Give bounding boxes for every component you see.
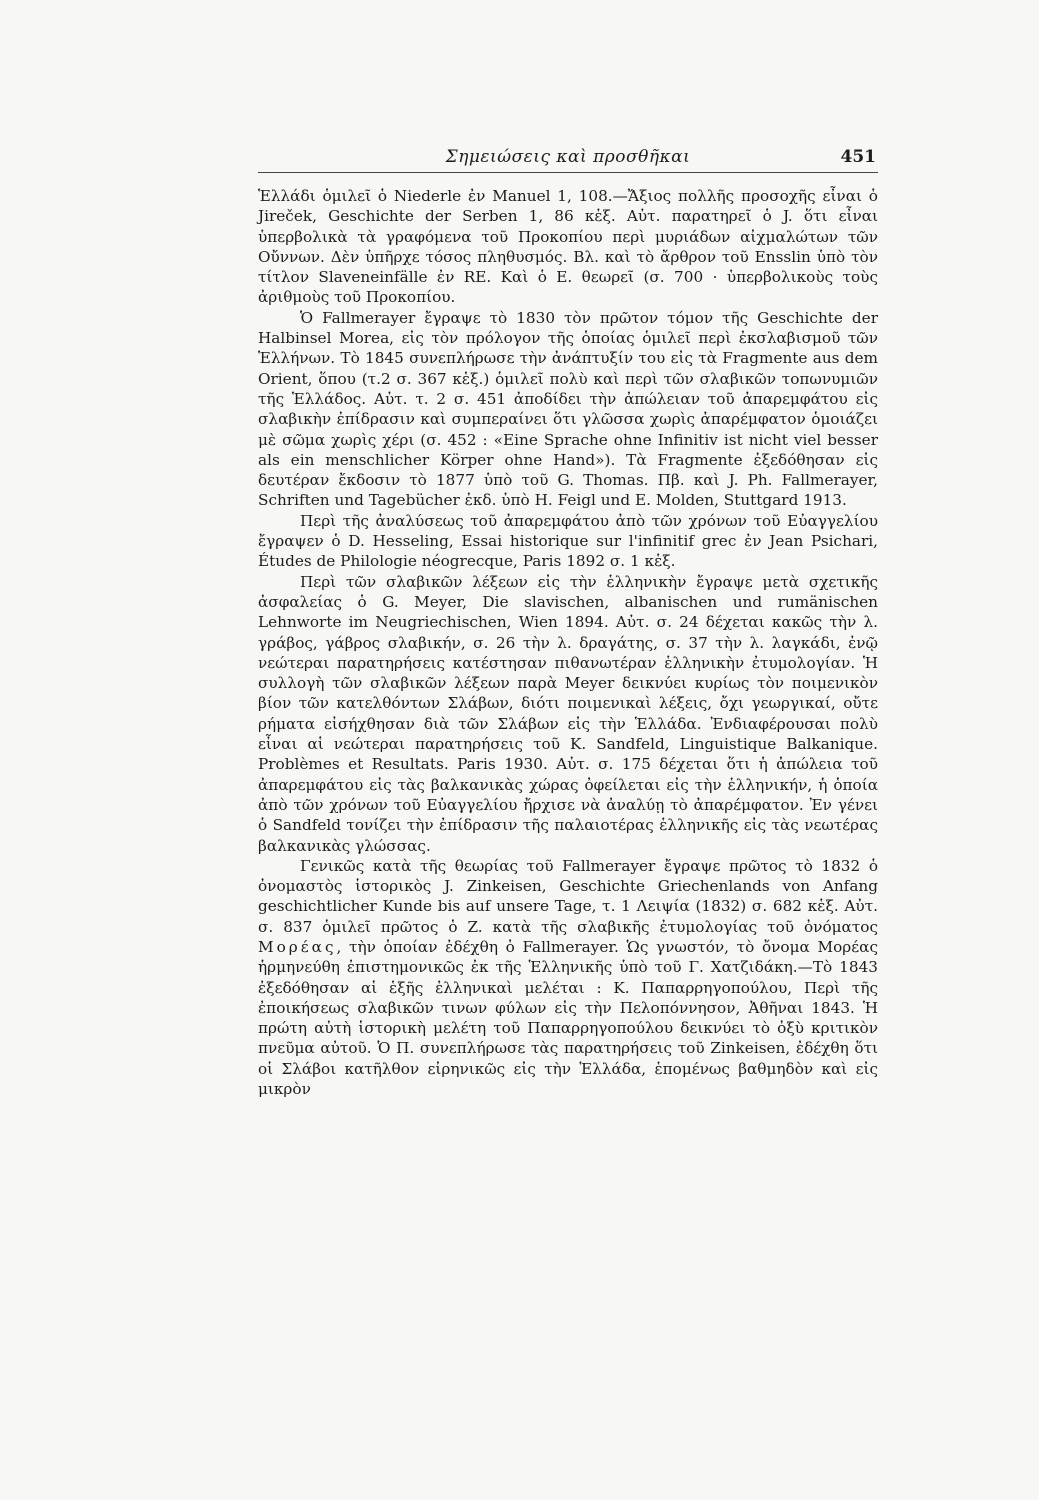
paragraph-zinkeisen-start: Γενικῶς κατὰ τῆς θεωρίας τοῦ Fallmerayer ἔγραψε πρῶτος τὸ 1832 ὁ ὀνομαστὸς ἱστορικὸς J. Zinkeisen, Geschichte Griechenlands von Anfang geschichtlicher Kunde bis auf unsere Tage, τ. 1 Λειψία (1832) σ. 682 κἑξ. Αὐτ. σ. 837 ὁμιλεῖ πρῶτος ὁ Z. κατὰ τῆς σλαβικῆς ἐτυμολογίας τοῦ ὀνόματος (258, 856, 878, 936)
paragraph-zinkeisen (258, 856, 878, 1100)
running-title: Σημειώσεις καὶ προσθῆκαι (445, 147, 691, 167)
main-text (258, 186, 878, 1099)
paragraph-fallmerayer: Ὁ Fallmerayer ἔγραψε τὸ 1830 τὸν πρῶτον τόμον τῆς Geschichte der Halbinsel Morea, εἰς τὸν πρόλογον τῆς ὁποίας ὁμιλεῖ περὶ ἐκσλαβισμοῦ τῶν Ἑλλήνων. Τὸ 1845 συνεπλήρωσε τὴν ἀνάπτυξίν του εἰς τὰ Fragmente aus dem Orient, ὅπου (τ.2 σ. 367 κἑξ.) ὁμιλεῖ πολὺ καὶ περὶ τῶν σλαβικῶν τοπωνυμιῶν τῆς Ἑλλάδος. Αὐτ. τ. 2 σ. 451 ἀποδίδει τὴν ἀπώλειαν τοῦ ἀπαρεμφάτου εἰς σλαβικὴν ἐπίδρασιν καὶ συμπεραίνει ὅτι γλῶσσα χωρὶς ἀπαρέμφατον ὁμοιάζει μὲ σῶμα χωρὶς χέρι (σ. 452 : «Eine Sprache ohne Infinitiv ist nicht viel besser als ein menschlicher Körper ohne Hand»). Τὰ Fragmente ἐξεδόθησαν εἰς δευτέραν ἔκδοσιν τὸ 1877 ὑπὸ τοῦ G. Thomas. Πβ. καὶ J. Ph. Fallmerayer, Schriften und Tagebücher ἐκδ. ὑπὸ H. Feigl und E. Molden, Stuttgard 1913. (258, 308, 878, 510)
paragraph-continuation: Ἑλλάδι ὁμιλεῖ ὁ Niederle ἐν Manuel 1, 108.—Ἄξιος πολλῆς προσοχῆς εἶναι ὁ Jireček, Geschichte der Serben 1, 86 κἑξ. Αὐτ. παρατηρεῖ ὁ J. ὅτι εἶναι ὑπερβολικὰ τὰ γραφόμενα τοῦ Προκοπίου περὶ μυριάδων αἰχμαλώτων τῶν Οὔννων. Δὲν ὑπῆρχε τόσος πληθυσμός. Βλ. καὶ τὸ ἄρθρον τοῦ Ensslin ὑπὸ τὸν τίτλον Slaveneinfälle ἐν RE. Καὶ ὁ Ε. θεωρεῖ (σ. 700 · ὑπερβολικοὺς τοὺς ἀριθμοὺς τοῦ Προκοπίου. (258, 187, 878, 307)
spaced-word-moreas: Μορέας (258, 937, 337, 956)
page-header (258, 139, 878, 171)
paragraph-zinkeisen-end: , τὴν ὁποίαν ἐδέχθη ὁ Fallmerayer. Ὡς γνωστόν, τὸ ὄνομα Μορέας ἡρμηνεύθη ἐπιστημονικῶς ἐκ τῆς Ἑλληνικῆς ὑπὸ τοῦ Γ. Χατζιδάκη.—Τὸ 1843 ἐξεδόθησαν αἱ ἑξῆς ἑλληνικαὶ μελέται : K. Παπαρρηγοπούλου, Περὶ τῆς ἐποικήσεως σλαβικῶν τινων φύλων εἰς τὴν Πελοπόννησον, Ἀθῆναι 1843. Ἡ πρώτη αὐτὴ ἱστορικὴ μελέτη τοῦ Παπαρρηγοπούλου δεικνύει τὸ ὀξὺ κριτικὸν πνεῦμα αὐτοῦ. Ὁ Π. συνεπλήρωσε τὰς παρατηρήσεις τοῦ Zinkeisen, ἐδέχθη ὅτι οἱ Σλάβοι κατῆλθον εἰρηνικῶς εἰς τὴν Ἑλλάδα, ἑπομένως βαθμηδὸν καὶ εἰς μικρὸν (258, 937, 878, 1099)
paragraph-slavic-words: Περὶ τῶν σλαβικῶν λέξεων εἰς τὴν ἑλληνικὴν ἔγραψε μετὰ σχετικῆς ἀσφαλείας ὁ G. Meyer, Die slavischen, albanischen und rumänischen Lehnworte im Neugriechischen, Wien 1894. Αὐτ. σ. 24 δέχεται κακῶς τὴν λ. γράβος, γάβρος σλαβικήν, σ. 26 τὴν λ. δραγάτης, σ. 37 τὴν λ. λαγκάδι, ἐνῷ νεώτεραι παρατηρήσεις κατέστησαν πιθανωτέραν ἑλληνικὴν ἐτυμολογίαν. Ἡ συλλογὴ τῶν σλαβικῶν λέξεων παρὰ Meyer δεικνύει κυρίως τὸν ποιμενικὸν βίον τῶν κατελθόντων Σλάβων, διότι ποιμενικαὶ λέξεις, ὄχι γεωργικαί, οὔτε ρήματα εἰσήχθησαν διὰ τῶν Σλάβων εἰς τὴν Ἑλλάδα. Ἐνδιαφέρουσαι πολὺ εἶναι αἱ νεώτεραι παρατηρήσεις τοῦ K. Sandfeld, Linguistique Balkanique. Problèmes et Resultats. Paris 1930. Αὐτ. σ. 175 δέχεται ὅτι ἡ ἀπώλεια τοῦ ἀπαρεμφάτου εἰς τὰς βαλκανικὰς χώρας ὀφείλεται εἰς τὴν ἑλληνικήν, ἡ ὁποία ἀπὸ τῶν χρόνων τοῦ Εὐαγγελίου ἤρχισε νὰ ἀναλύῃ τὸ ἀπαρέμφατον. Ἐν γένει ὁ Sandfeld τονίζει τὴν ἐπίδρασιν τῆς παλαιοτέρας ἑλληνικῆς εἰς τὰς νεωτέρας βαλκανικὰς γλώσσας. (258, 572, 878, 855)
header-rule (258, 172, 878, 173)
paragraph-hesseling: Περὶ τῆς ἀναλύσεως τοῦ ἀπαρεμφάτου ἀπὸ τῶν χρόνων τοῦ Εὐαγγελίου ἔγραψεν ὁ D. Hesseling, Essai historique sur l'infinitif grec ἐν Jean Psichari, Études de Philologie néogrecque, Paris 1892 σ. 1 κἑξ. (258, 511, 878, 571)
page-number: 451 (840, 147, 876, 167)
